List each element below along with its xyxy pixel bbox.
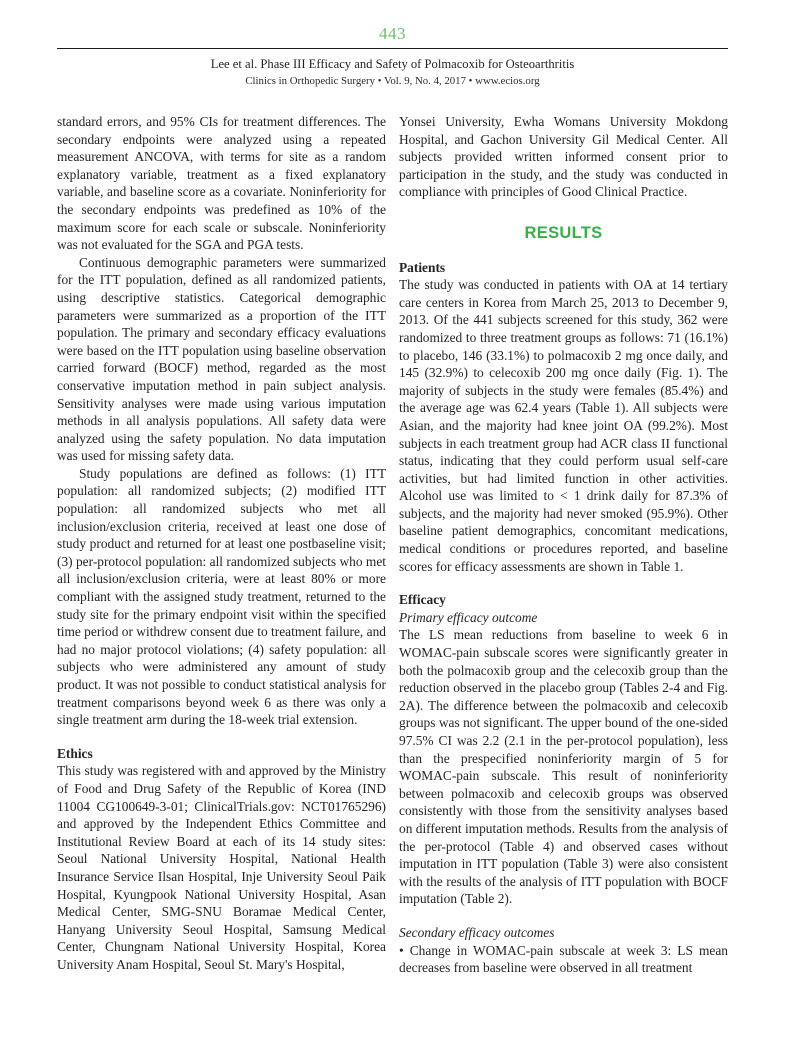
patients-heading: Patients	[399, 259, 446, 275]
left-column	[57, 113, 386, 977]
patients-paragraph: The study was conducted in patients with OA at 14 tertiary care centers in Korea from March 25, 2013 to December 9, 2013. Of the 441 subjects screened for this study, 362 were randomized to three treatment groups as follows: 71 (16.1%) to placebo, 146 (33.1%) to polmacoxib 2 mg once daily, and 145 (32.9%) to celecoxib 200 mg once daily (Fig. 1). The majority of subjects in the study were females (85.4%) and the average age was 62.4 years (Table 1). All subjects were Asian, and the majority had knee joint OA (99.2%). Most subjects in each treatment group had ACR class II functional status, indicating that they could perform usual self-care activities, but had limited function in other activities. Alcohol use was limited to < 1 drink daily for 87.3% of subjects, and the majority had never smoked (95.9%). Other baseline patient demographics, concomitant medications, medical conditions or procedures reported, and baseline scores for efficacy assessments are shown in Table 1.	[399, 277, 728, 574]
study-populations-paragraph: Study populations are defined as follows: (1) ITT population: all randomized subjects; (2) modified ITT population: all randomized subjects who met all inclusion/exclusion criteria, received at least one dose of study product and returned for at least one postbaseline visit; (3) per-protocol population: all randomized subjects who met all inclusion/exclusion criteria, were at least 80% or more compliant with the assigned study treatment, returned to the study site for the primary endpoint visit within the specified time period or withdrew consent due to treatment failure, and had no major protocol violations; (4) safety population: all subjects who were administered any amount of study product. It was not possible to conduct statistical analysis for treatment comparisons beyond week 6 as there was only a single treatment arm during the 18-week trial extension.	[57, 465, 386, 728]
header-rule	[57, 48, 728, 49]
results-section-heading: RESULTS	[524, 223, 603, 242]
sites-continuation-paragraph: Yonsei University, Ewha Womans University Mokdong Hospital, and Gachon University Gil Medical Center. All subjects provided written informed consent prior to participation in the study, and the study was conducted in compliance with principles of Good Clinical Practice.	[399, 114, 728, 200]
primary-efficacy-outcome-subheading: Primary efficacy outcome	[399, 609, 538, 625]
page-number: 443	[379, 24, 406, 43]
journal-citation-line: Clinics in Orthopedic Surgery • Vol. 9, No. 4, 2017 • www.ecios.org	[245, 75, 540, 87]
right-column	[399, 113, 728, 977]
page-container	[57, 0, 728, 977]
primary-efficacy-outcome-paragraph: The LS mean reductions from baseline to week 6 in WOMAC-pain subscale scores were significantly greater in both the polmacoxib group and the celecoxib group than the reduction observed in the placebo group (Tables 2-4 and Fig. 2A). The difference between the polmacoxib and celecoxib groups was not significant. The upper bound of the one-sided 97.5% CI was 2.2 (2.1 in the per-protocol population), less than the prespecified noninferiority margin of 5 for WOMAC-pain subscale. This result of noninferiority between polmacoxib and celecoxib groups was observed consistently with those from the sensitivity analyses based on different imputation methods. Results from the analysis of the per-protocol (Table 4) and observed cases without imputation in ITT population (Table 3) were also consistent with the results of the analysis of ITT population with BOCF imputation (Table 2).	[399, 627, 728, 907]
demographic-summary-paragraph: Continuous demographic parameters were summarized for the ITT population, defined as all randomized patients, using descriptive statistics. Categorical demographic parameters were summarized as a proportion of the ITT population. The primary and secondary efficacy evaluations were based on the ITT population using baseline observation carried forward (BOCF) method, regarded as the most conservative imputation method in pain subject analysis. Sensitivity analyses were made using various imputation methods in all analysis populations. All safety data were analyzed using the safety population. No data imputation was used for missing safety data.	[57, 254, 386, 464]
statistics-continuation-paragraph: standard errors, and 95% CIs for treatment differences. The secondary endpoints were analyzed using a repeated measurement ANCOVA, with terms for site as a random explanatory variable, treatment as a fixed explanatory variable, and baseline score as a covariate. Noninferiority for the secondary endpoints was predefined as 10% of the maximum score for each scale or subscale. Noninferiority was not evaluated for the SGA and PGA tests.	[57, 114, 386, 253]
secondary-outcome-bullet: • Change in WOMAC-pain subscale at week 3: LS mean decreases from baseline were observed in all treatment	[399, 942, 728, 976]
ethics-heading: Ethics	[57, 745, 93, 761]
two-column-body	[57, 113, 728, 977]
efficacy-heading: Efficacy	[399, 592, 446, 608]
running-title: Lee et al. Phase III Efficacy and Safety of Polmacoxib for Osteoarthritis	[210, 57, 575, 71]
page-header	[57, 24, 728, 87]
secondary-efficacy-outcomes-subheading: Secondary efficacy outcomes	[399, 924, 555, 940]
ethics-paragraph: This study was registered with and approved by the Ministry of Food and Drug Safety of the Republic of Korea (IND 11004 CG100649-3-01; ClinicalTrials.gov: NCT01765296) and approved by the Independent Ethics Committee and Institutional Review Board at each of its 14 study sites: Seoul National University Hospital, National Health Insurance Service Ilsan Hospital, Inje University Seoul Paik Hospital, Kyungpook National University Hospital, Asan Medical Center, SMG-SNU Boramae Medical Center, Hanyang University Seoul Hospital, Samsung Medical Center, Chungnam National University Hospital, Korea University Anam Hospital, Seoul St. Mary's Hospital,	[57, 763, 386, 972]
